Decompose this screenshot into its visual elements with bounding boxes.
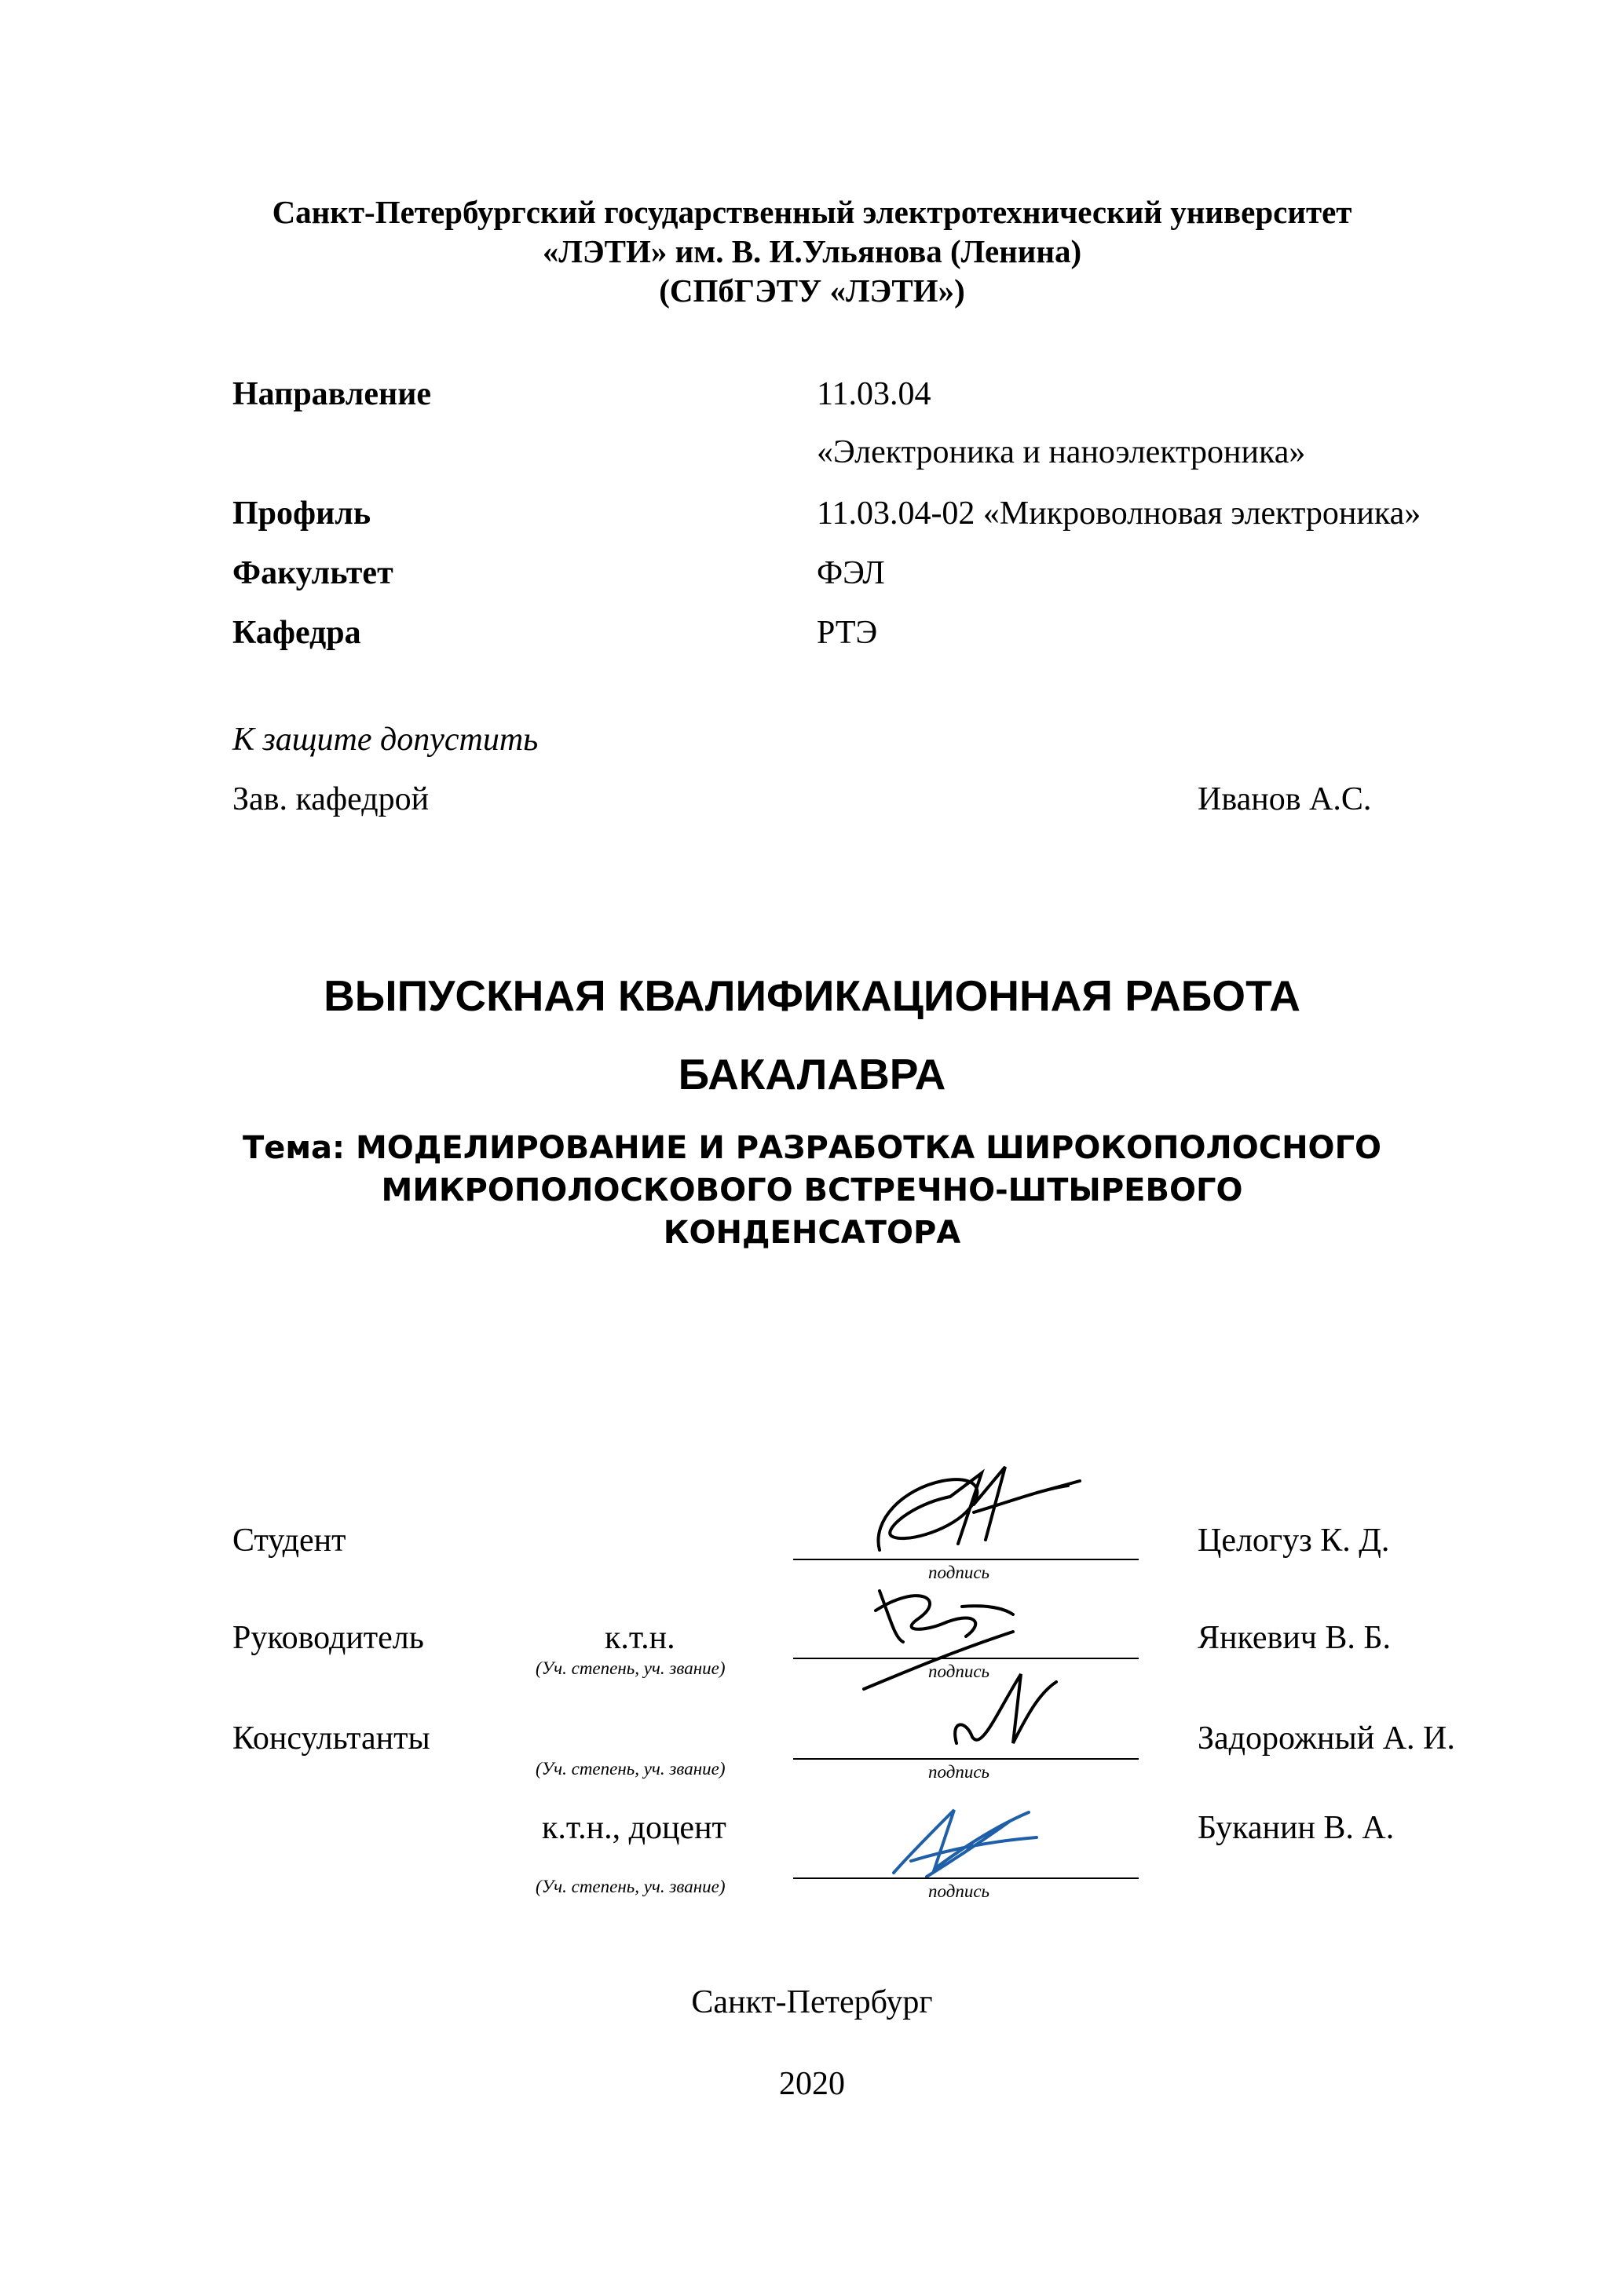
- direction-label: Направление: [232, 376, 432, 412]
- profile-value: 11.03.04-02 «Микроволновая электроника»: [817, 495, 1421, 532]
- student-signature-caption: подпись: [928, 1563, 990, 1582]
- work-title-degree: БАКАЛАВРА: [678, 1050, 946, 1099]
- consultant2-signature-icon: [880, 1798, 1052, 1885]
- head-of-department-label: Зав. кафедрой: [232, 781, 430, 817]
- consultant1-name: Задорожный А. И.: [1198, 1720, 1455, 1757]
- direction-name: «Электроника и наноэлектроника»: [817, 434, 1306, 470]
- department-label: Кафедра: [232, 615, 361, 651]
- profile-label: Профиль: [232, 495, 371, 532]
- work-topic-line1: Тема: МОДЕЛИРОВАНИЕ И РАЗРАБОТКА ШИРОКОПОЛОСНОГО: [242, 1130, 1382, 1166]
- university-abbreviation: (СПбГЭТУ «ЛЭТИ»): [659, 272, 965, 309]
- supervisor-degree-caption: (Уч. степень, уч. звание): [536, 1658, 726, 1678]
- direction-code: 11.03.04: [817, 376, 931, 412]
- admit-to-defense: К защите допустить: [232, 722, 539, 758]
- consultant1-degree-caption: (Уч. степень, уч. звание): [536, 1759, 726, 1779]
- faculty-label: Факультет: [232, 555, 393, 591]
- consultant2-degree-caption: (Уч. степень, уч. звание): [536, 1877, 726, 1896]
- supervisor-signature-caption: подпись: [928, 1662, 990, 1681]
- consultant1-signature-caption: подпись: [928, 1762, 990, 1782]
- head-of-department-name: Иванов А.С.: [1198, 781, 1372, 817]
- supervisor-role: Руководитель: [232, 1620, 424, 1656]
- supervisor-signature-line: [793, 1658, 1139, 1659]
- student-name: Целогуз К. Д.: [1198, 1523, 1390, 1559]
- university-name: Санкт-Петербургский государственный электротехнический университет: [272, 194, 1352, 230]
- supervisor-name: Янкевич В. Б.: [1198, 1620, 1392, 1656]
- student-signature-icon: [856, 1457, 1092, 1559]
- student-role: Студент: [232, 1523, 346, 1559]
- consultants-role: Консультанты: [232, 1720, 430, 1757]
- consultant2-signature-caption: подпись: [928, 1881, 990, 1901]
- work-topic-line3: КОНДЕНСАТОРА: [663, 1215, 961, 1251]
- supervisor-degree: к.т.н.: [605, 1620, 675, 1656]
- student-signature-line: [793, 1559, 1139, 1560]
- work-title: ВЫПУСКНАЯ КВАЛИФИКАЦИОННАЯ РАБОТА: [324, 971, 1300, 1020]
- consultant2-name: Буканин В. А.: [1198, 1810, 1395, 1846]
- consultant2-signature-line: [793, 1877, 1139, 1879]
- consultant2-degree: к.т.н., доцент: [542, 1810, 726, 1846]
- consultant1-signature-icon: [942, 1665, 1068, 1767]
- work-topic-line2: МИКРОПОЛОСКОВОГО ВСТРЕЧНО-ШТЫРЕВОГО: [381, 1172, 1243, 1208]
- university-name-line2: «ЛЭТИ» им. В. И.Ульянова (Ленина): [542, 233, 1082, 269]
- consultant1-signature-line: [793, 1758, 1139, 1760]
- faculty-value: ФЭЛ: [817, 555, 885, 591]
- department-value: РТЭ: [817, 615, 878, 651]
- city: Санкт-Петербург: [691, 1984, 933, 2020]
- year: 2020: [779, 2066, 845, 2102]
